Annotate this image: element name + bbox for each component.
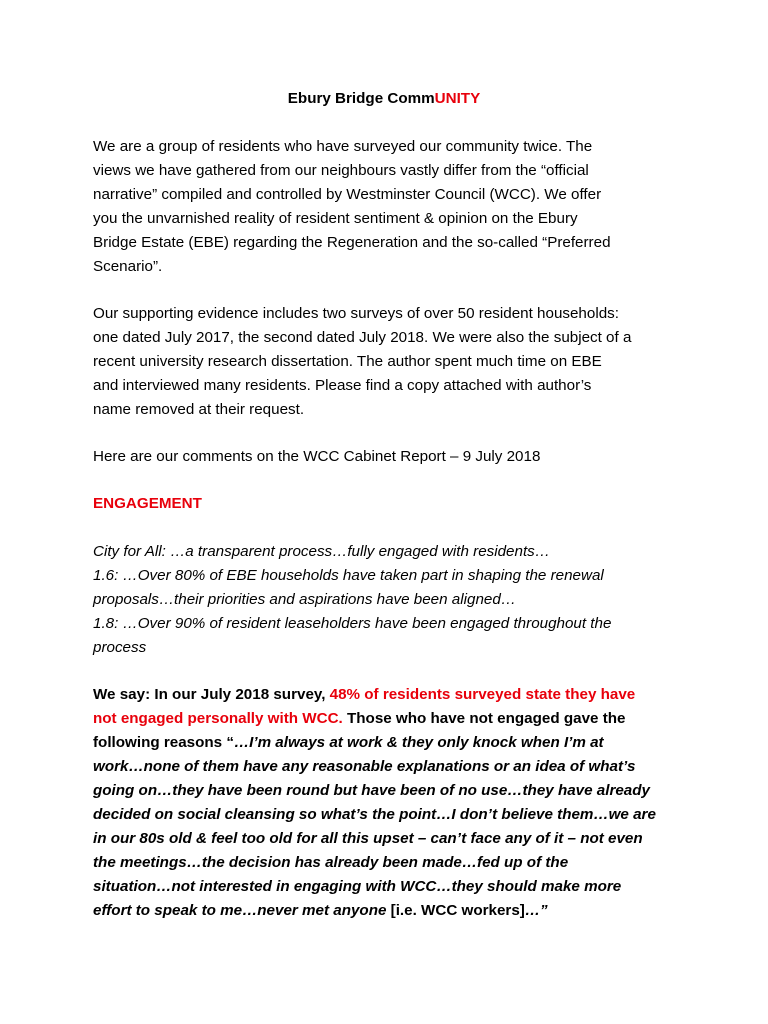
evidence-line: one dated July 2017, the second dated July 2018. We were also the subject of a: [93, 329, 632, 346]
reasons-prefix: following reasons “: [93, 734, 234, 751]
we-say-statistic: 48% of residents surveyed state they have: [329, 686, 636, 703]
reason-quote-line: the meetings…the decision has already been made…fed up of the: [93, 854, 569, 871]
intro-line: views we have gathered from our neighbours vastly differ from the “official: [93, 162, 589, 179]
section-heading-engagement: ENGAGEMENT: [93, 495, 202, 512]
intro-line: you the unvarnished reality of resident sentiment & opinion on the Ebury: [93, 210, 578, 227]
intro-line: Scenario”.: [93, 258, 163, 275]
reason-clarification: [i.e. WCC workers]: [390, 902, 525, 919]
quote-line: process: [93, 639, 147, 656]
reason-quote: …I’m always at work & they only knock when I’m at: [233, 734, 604, 751]
we-say-statistic-continued: not engaged personally with WCC.: [93, 710, 343, 727]
intro-line: narrative” compiled and controlled by Westminster Council (WCC). We offer: [93, 186, 602, 203]
we-say-suffix: Those who have not engaged gave the: [342, 710, 626, 727]
we-say-line: [93, 683, 693, 707]
reason-quote-final: effort to speak to me…never met anyone: [93, 902, 391, 919]
intro-line: Bridge Estate (EBE) regarding the Regeneration and the so-called “Preferred: [93, 234, 611, 251]
evidence-line: and interviewed many residents. Please find a copy attached with author’s: [93, 377, 592, 394]
reason-quote-end: …”: [524, 902, 548, 919]
reason-quote-line: decided on social cleansing so what’s the point…I don’t believe them…we are: [93, 806, 656, 823]
evidence-paragraph: [93, 302, 693, 422]
reason-quote-line: situation…not interested in engaging with WCC…they should make more: [93, 878, 622, 895]
evidence-line: recent university research dissertation. The author spent much time on EBE: [93, 353, 602, 370]
reason-quote-line: in our 80s old & feel too old for all this upset – can’t face any of it – not even: [93, 830, 643, 847]
we-say-paragraph: [93, 683, 693, 923]
title-prefix: Ebury Bridge Comm: [287, 90, 435, 107]
intro-paragraph: [93, 135, 693, 279]
reason-quote-line: work…none of them have any reasonable explanations or an idea of what’s: [93, 758, 636, 775]
comments-intro-paragraph: [93, 445, 693, 469]
report-quotes: [93, 540, 693, 660]
reason-quote-line: going on…they have been round but have been of no use…they have already: [93, 782, 650, 799]
intro-line: We are a group of residents who have surveyed our community twice. The: [93, 138, 593, 155]
comments-intro-line: Here are our comments on the WCC Cabinet Report – 9 July 2018: [93, 448, 541, 465]
quote-line: 1.8: …Over 90% of resident leaseholders have been engaged throughout the: [93, 615, 612, 632]
quote-line: City for All: …a transparent process…fully engaged with residents…: [93, 543, 550, 560]
we-say-line: [93, 899, 693, 923]
title-highlight: UNITY: [434, 90, 481, 107]
we-say-line: [93, 707, 693, 731]
quote-line: 1.6: …Over 80% of EBE households have taken part in shaping the renewal: [93, 567, 604, 584]
we-say-prefix: We say: In our July 2018 survey,: [93, 686, 330, 703]
document-title: [0, 87, 768, 111]
we-say-line: [93, 731, 693, 755]
evidence-line: name removed at their request.: [93, 401, 305, 418]
evidence-line: Our supporting evidence includes two surveys of over 50 resident households:: [93, 305, 619, 322]
quote-line: proposals…their priorities and aspirations have been aligned…: [93, 591, 516, 608]
